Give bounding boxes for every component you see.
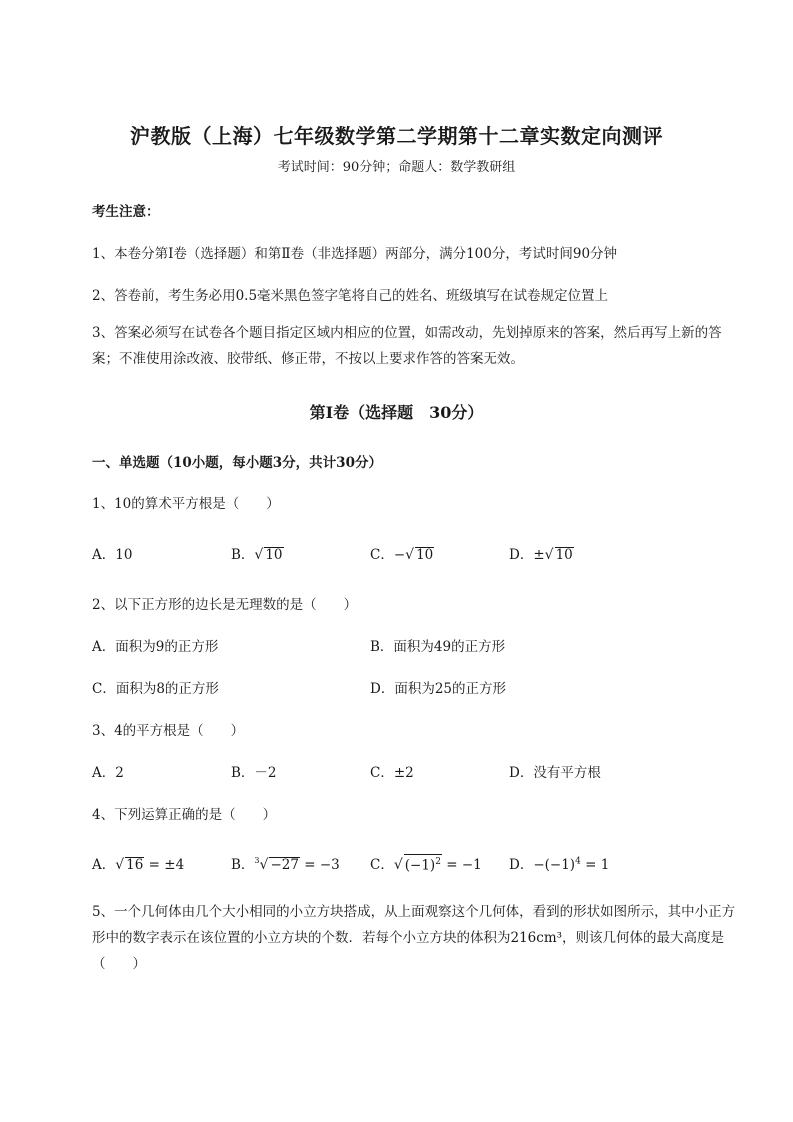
question-4-option-b bbox=[231, 853, 340, 873]
notice-item-2: 2、答卷前，考生务必用0.5毫米黑色签字笔将自己的姓名、班级填写在试卷规定位置上 bbox=[92, 288, 609, 304]
notice-heading: 考生注意： bbox=[92, 204, 160, 220]
question-2-stem: 2、以下正方形的边长是无理数的是（ ） bbox=[92, 597, 358, 613]
option-label: B． bbox=[231, 547, 255, 563]
question-3-option-d: D．没有平方根 bbox=[509, 765, 601, 781]
notice-item-3: 3、答案必须写在试卷各个题目指定区域内相应的位置，如需改动，先划掉原来的答案，然后再写上新的答案；不准使用涂改液、胶带纸、修正带，不按以上要求作答的答案无效。 bbox=[92, 325, 722, 367]
question-4-option-d bbox=[509, 853, 609, 873]
part1-title: 第I卷（选择题 30分） bbox=[309, 403, 484, 422]
exponent: 2 bbox=[435, 856, 441, 867]
exponent: 4 bbox=[575, 856, 581, 867]
radical-sign: √ bbox=[393, 857, 403, 873]
section-heading: 一、单选题（10小题，每小题3分，共计30分） bbox=[92, 455, 382, 471]
option-label: D． bbox=[509, 857, 534, 873]
option-rest: = −3 bbox=[299, 857, 340, 873]
option-label: D． bbox=[509, 547, 534, 563]
question-3-stem: 3、4的平方根是（ ） bbox=[92, 723, 245, 739]
question-5-stem: 5、一个几何体由几个大小相同的小立方块搭成，从上面观察这个几何体，看到的形状如图所示，其中小正方形中的数字表示在该位置的小立方块的个数．若每个小立方块的体积为216cm³，则该几何体的最大高度是（ ） bbox=[92, 904, 736, 972]
question-3-option-a: A．2 bbox=[92, 765, 124, 781]
option-label: A． bbox=[92, 547, 116, 563]
question-2-option-d: D．面积为25的正方形 bbox=[370, 681, 507, 697]
option-label: C． bbox=[370, 857, 394, 873]
option-label: A． bbox=[92, 857, 116, 873]
radicand-group bbox=[404, 854, 442, 873]
radicand: 16 bbox=[126, 857, 144, 873]
radical-sign: √ bbox=[544, 547, 554, 563]
question-1-option-a bbox=[92, 543, 132, 563]
radicand: −27 bbox=[270, 857, 299, 873]
radicand: 10 bbox=[416, 547, 434, 563]
option-sign: ± bbox=[533, 547, 545, 563]
radical-sign: √ bbox=[115, 857, 125, 873]
option-text: 10 bbox=[115, 547, 133, 563]
question-2-option-a: A．面积为9的正方形 bbox=[92, 639, 219, 655]
question-1-stem: 1、10的算术平方根是（ ） bbox=[92, 496, 280, 512]
option-pre: −(−1) bbox=[533, 857, 576, 873]
question-1-option-b bbox=[231, 543, 284, 563]
question-2-option-c: C．面积为8的正方形 bbox=[92, 681, 219, 697]
option-rest: = 1 bbox=[580, 857, 610, 873]
root-index: 3 bbox=[254, 856, 260, 865]
option-label: C． bbox=[370, 547, 394, 563]
radicand: (−1) bbox=[404, 857, 436, 873]
radical-sign: √ bbox=[254, 547, 264, 563]
page-title: 沪教版（上海）七年级数学第二学期第十二章实数定向测评 bbox=[130, 124, 663, 148]
option-label: B． bbox=[231, 857, 255, 873]
question-3-option-c: C．±2 bbox=[370, 765, 414, 781]
question-1-option-c bbox=[370, 543, 434, 563]
question-4-option-c bbox=[370, 853, 482, 873]
option-rest: = ±4 bbox=[144, 857, 185, 873]
question-4-option-a bbox=[92, 853, 184, 873]
notice-item-1: 1、本卷分第I卷（选择题）和第Ⅱ卷（非选择题）两部分，满分100分，考试时间90分钟 bbox=[92, 246, 618, 262]
radicand: 10 bbox=[555, 547, 573, 563]
radical-sign: √ bbox=[405, 547, 415, 563]
option-sign: − bbox=[393, 547, 406, 563]
question-1-option-d bbox=[509, 543, 574, 563]
page-subtitle: 考试时间：90分钟；命题人：数学教研组 bbox=[277, 160, 516, 175]
question-4-stem: 4、下列运算正确的是（ ） bbox=[92, 807, 277, 823]
question-3-option-b: B．－2 bbox=[231, 765, 277, 781]
option-rest: = −1 bbox=[441, 857, 482, 873]
question-2-option-b: B．面积为49的正方形 bbox=[370, 639, 506, 655]
radical-sign: √ bbox=[259, 857, 269, 873]
radicand: 10 bbox=[265, 547, 283, 563]
